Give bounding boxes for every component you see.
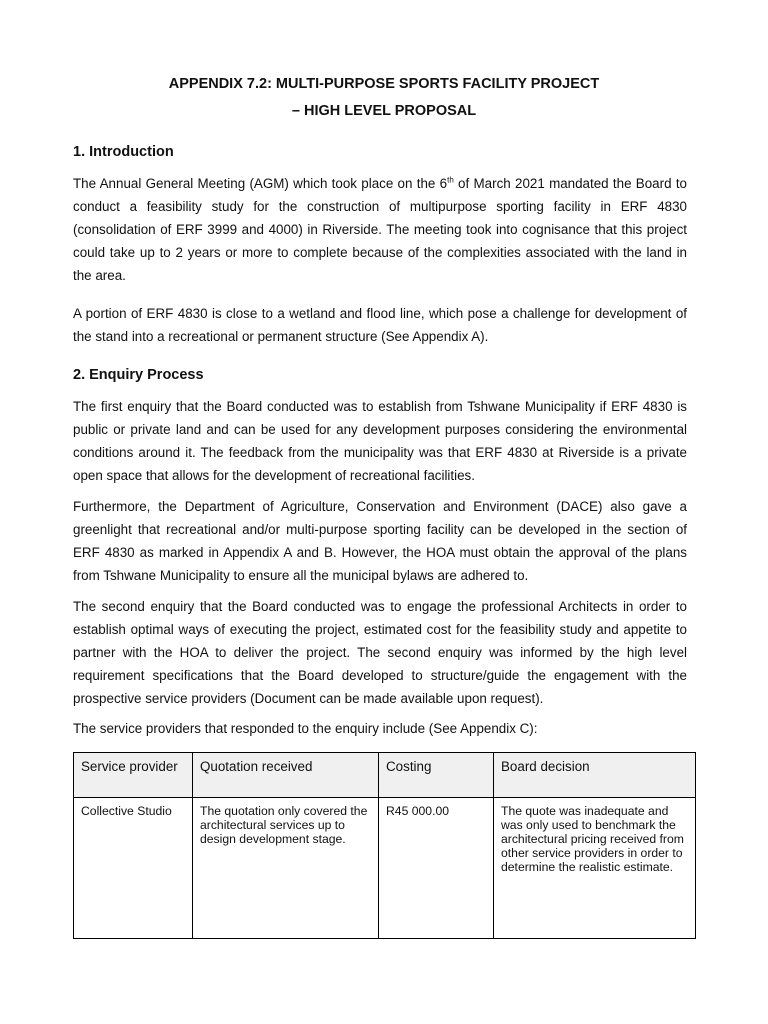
header-service-provider: Service provider [74, 753, 193, 798]
service-providers-table [73, 752, 696, 939]
document-title-line-1: APPENDIX 7.2: MULTI-PURPOSE SPORTS FACILITY PROJECT [168, 76, 600, 92]
enquiry-process-heading: 2. Enquiry Process [73, 367, 204, 383]
enquiry-paragraph-4: The service providers that responded to the enquiry include (See Appendix C): [73, 721, 538, 736]
table-row [74, 798, 696, 939]
enquiry-paragraph-2: Furthermore, the Department of Agriculture, Conservation and Environment (DACE) also gave a greenlight that recreational and/or multi-purpose sporting facility can be developed in the section of ERF 4830 as marked in Appendix A and B. However, the HOA must obtain the approval of the plans from Tshwane Municipality to ensure all the municipal bylaws are adhered to. [73, 499, 687, 583]
intro-p1-text-a: The Annual General Meeting (AGM) which took place on the 6 [73, 176, 448, 191]
enquiry-paragraph-1: The first enquiry that the Board conducted was to establish from Tshwane Municipality if ERF 4830 is public or private land and can be used for any development purposes considering the environmental conditions around it. The feedback from the municipality was that ERF 4830 at Riverside is a private open space that allows for the development of recreational facilities. [73, 399, 687, 483]
intro-p1-text-b: of March 2021 mandated the Board to conduct a feasibility study for the construction of multipurpose sporting facility in ERF 4830 (consolidation of ERF 3999 and 4000) in Riverside. The meeting took into cognisance that this project could take up to 2 years or more to complete because of the complexities associated with the land in the area. [73, 176, 687, 283]
introduction-paragraph-1 [73, 172, 687, 287]
table-header-row [74, 753, 696, 798]
document-title-line-2: – HIGH LEVEL PROPOSAL [291, 103, 477, 119]
cell-service-provider: Collective Studio [74, 798, 193, 939]
enquiry-paragraph-3: The second enquiry that the Board conducted was to engage the professional Architects in order to establish optimal ways of executing the project, estimated cost for the feasibility study and appetite to partner with the HOA to deliver the project. The second enquiry was informed by the high level requirement specifications that the Board developed to structure/guide the engagement with the prospective service providers (Document can be made available upon request). [73, 599, 687, 706]
ordinal-suffix: th [447, 175, 454, 185]
header-board-decision: Board decision [494, 753, 696, 798]
cell-costing: R45 000.00 [379, 798, 494, 939]
header-quotation-received: Quotation received [193, 753, 379, 798]
cell-quotation: The quotation only covered the architectural services up to design development stage. [193, 798, 379, 939]
introduction-heading: 1. Introduction [73, 144, 174, 160]
cell-board-decision: The quote was inadequate and was only used to benchmark the architectural pricing received from other service providers in order to determine the realistic estimate. [494, 798, 696, 939]
header-costing: Costing [379, 753, 494, 798]
introduction-paragraph-2: A portion of ERF 4830 is close to a wetland and flood line, which pose a challenge for development of the stand into a recreational or permanent structure (See Appendix A). [73, 306, 687, 344]
